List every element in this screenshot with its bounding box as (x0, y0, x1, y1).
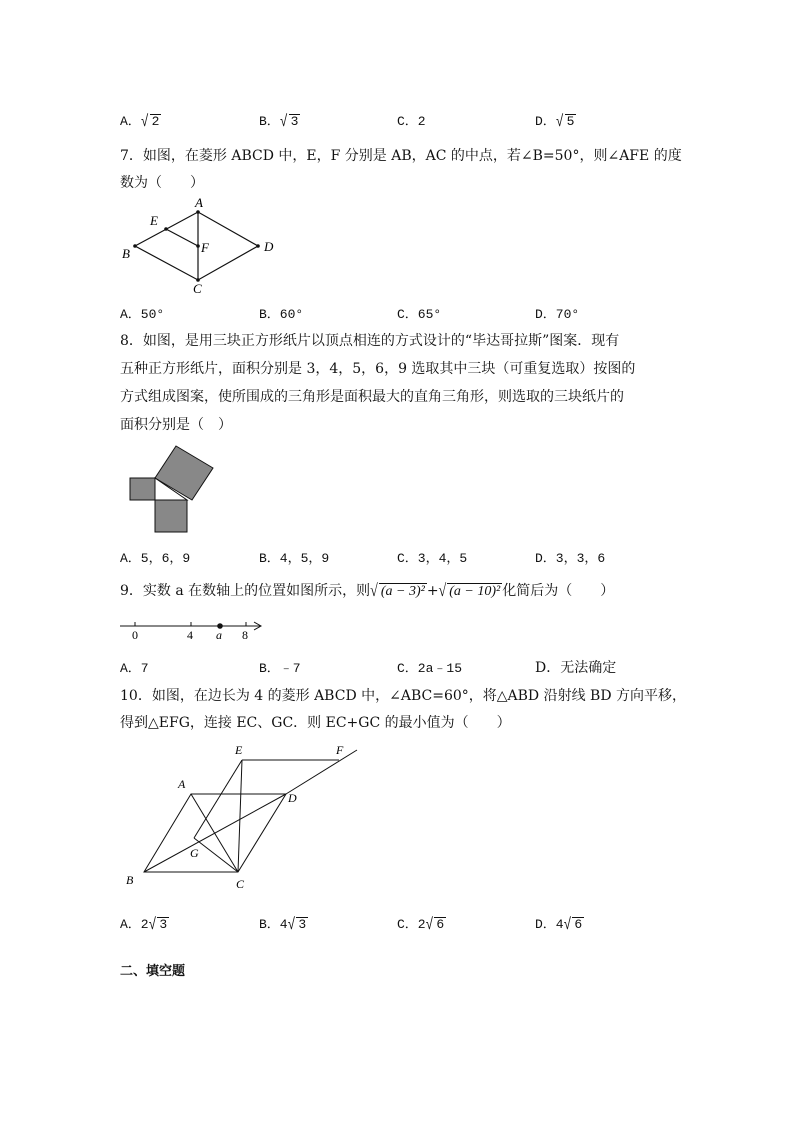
q8-option-d: D．3，3，6 (535, 551, 606, 566)
q7-stem-line2: 数为（ ） (120, 175, 204, 191)
q8-stem-line4: 面积分别是（ ） (120, 417, 232, 433)
q10-stem-line2: 得到△EFG，连接 EC、GC．则 EC+GC 的最小值为（ ） (120, 715, 511, 731)
svg-text:8: 8 (242, 628, 248, 642)
q9-option-c: C．2a﹣15 (397, 661, 463, 676)
q9-option-d: D．无法确定 (535, 660, 617, 676)
label-d: D (288, 791, 297, 805)
q6-option-d: D．√ 5 (535, 112, 575, 131)
segment-eg (194, 760, 242, 838)
q10-option-b: B．4√ 3 (259, 915, 307, 934)
q8-pythagoras-figure (125, 442, 220, 537)
square-small (130, 478, 155, 500)
q8-option-c: C．3，4，5 (397, 551, 468, 566)
label-c: C (193, 281, 202, 294)
segment-ec (238, 760, 242, 872)
q9-stem: 9．实数 a 在数轴上的位置如图所示，则√ (a − 3)² +√ (a − 10)² 化简后为（ ） (120, 582, 615, 601)
label-e: E (235, 743, 243, 757)
segment-ef (166, 229, 198, 246)
label-c: C (236, 877, 245, 891)
label-b: B (122, 246, 130, 261)
q8-stem-line1: 8．如图，是用三块正方形纸片以顶点相连的方式设计的“毕达哥拉斯”图案．现有 (120, 333, 620, 349)
label-d: D (264, 239, 274, 254)
label-a: A (178, 777, 186, 791)
svg-text:0: 0 (132, 628, 138, 642)
square-medium (155, 500, 187, 532)
q8-option-a: A．5，6，9 (120, 551, 191, 566)
q8-option-b: B．4，5，9 (259, 551, 330, 566)
label-g: G (190, 846, 199, 860)
q10-rhombus-figure (120, 740, 370, 895)
q6-option-c: C．2 (397, 114, 426, 129)
svg-text:a: a (216, 628, 222, 642)
section-title: 二、填空题 (120, 964, 186, 979)
q8-stem-line2: 五种正方形纸片，面积分别是 3，4，5，6，9 选取其中三块（可重复选取）按图的 (120, 361, 636, 377)
q8-stem-line3: 方式组成图案，使所围成的三角形是面积最大的直角三角形，则选取的三块纸片的 (120, 389, 624, 405)
q7-option-a: A．50° (120, 307, 165, 322)
diagonal-ac (191, 794, 238, 872)
q9-option-a: A．7 (120, 661, 149, 676)
q7-rhombus-figure (118, 192, 288, 294)
q7-option-b: B．60° (259, 307, 304, 322)
q10-option-d: D．4√ 6 (535, 915, 583, 934)
label-f: F (201, 240, 209, 255)
ray-extension (286, 750, 357, 794)
q10-option-a: A．2√ 3 (120, 915, 168, 934)
q7-option-d: D．70° (535, 307, 580, 322)
q9-option-b: B．﹣7 (259, 661, 301, 676)
q10-stem-line1: 10．如图，在边长为 4 的菱形 ABCD 中，∠ABC=60°，将△ABD 沿射线 BD 方向平移， (120, 688, 687, 704)
q9-number-line (115, 614, 275, 642)
label-f: F (336, 743, 344, 757)
q6-option-b: B．√ 3 (259, 112, 299, 131)
label-e: E (150, 213, 158, 228)
q7-stem-line1: 7．如图，在菱形 ABCD 中，E，F 分别是 AB，AC 的中点，若∠B=50°，则∠AFE 的度 (120, 148, 682, 164)
q6-option-a: A．√ 2 (120, 112, 160, 131)
svg-text:4: 4 (187, 628, 193, 642)
q10-option-c: C．2√ 6 (397, 915, 445, 934)
q7-option-c: C．65° (397, 307, 442, 322)
label-b: B (126, 873, 134, 887)
label-a: A (195, 195, 203, 210)
segment-gc (194, 838, 238, 872)
